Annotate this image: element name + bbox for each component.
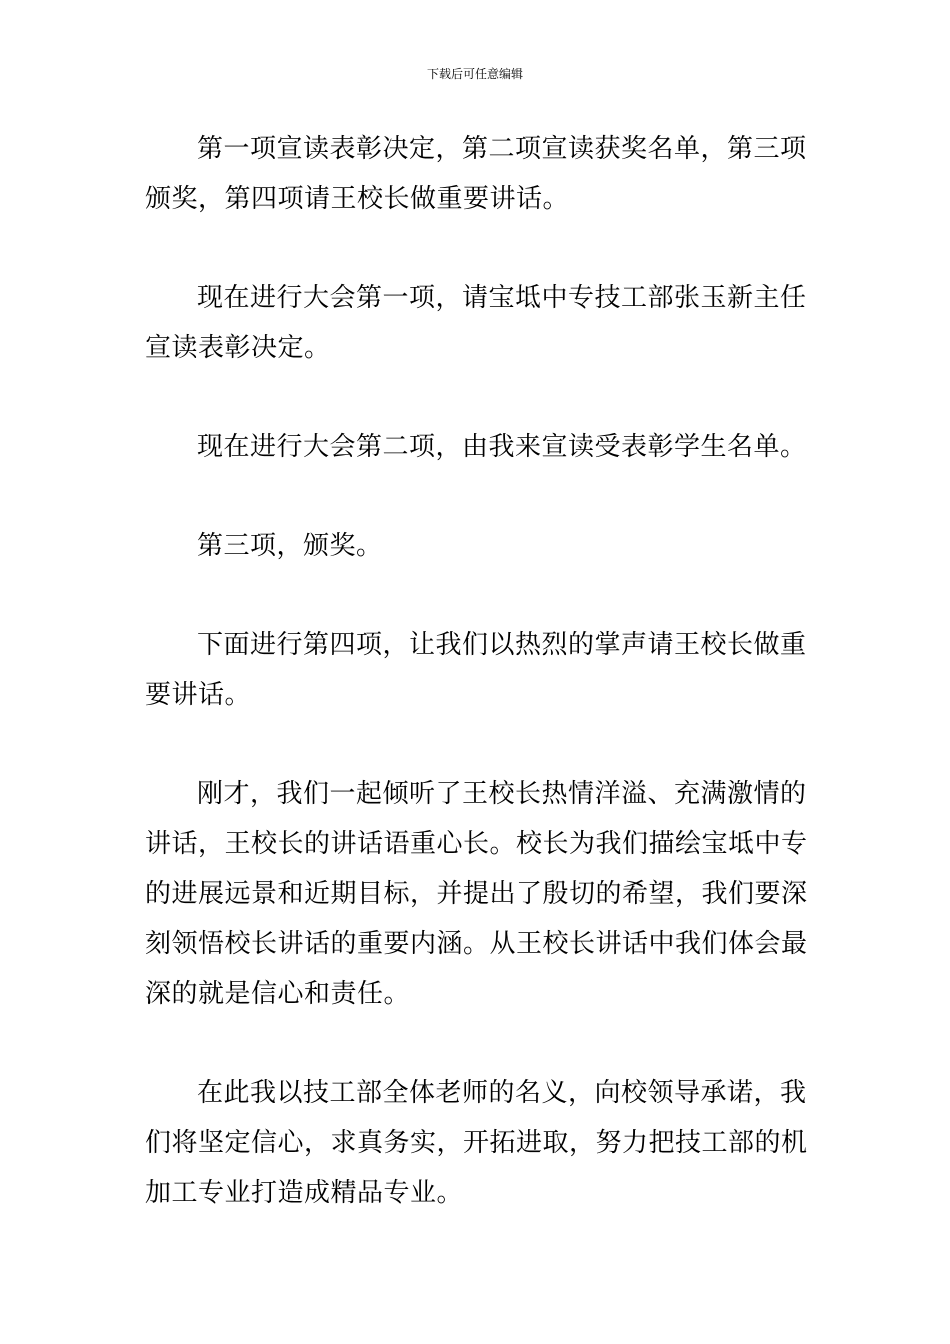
paragraph-pledge: 在此我以技工部全体老师的名义，向校领导承诺，我们将坚定信心，求真务实，开拓进取，努力把技工部的机加工专业打造成精品专业。	[145, 1078, 808, 1208]
page-header: 下载后可任意编辑	[426, 67, 523, 81]
paragraph-summary: 刚才，我们一起倾听了王校长热情洋溢、充满激情的讲话，王校长的讲话语重心长。校长为我们描绘宝坻中专的进展远景和近期目标，并提出了殷切的希望，我们要深刻领悟校长讲话的重要内涵。从王校长讲话中我们体会最深的就是信心和责任。	[145, 779, 808, 1009]
paragraph-agenda: 第一项宣读表彰决定，第二项宣读获奖名单，第三项颁奖，第四项请王校长做重要讲话。	[145, 134, 807, 214]
paragraph-item-one: 现在进行大会第一项，请宝坻中专技工部张玉新主任宣读表彰决定。	[145, 283, 807, 363]
paragraph-item-two: 现在进行大会第二项，由我来宣读受表彰学生名单。	[197, 432, 807, 462]
paragraph-item-three: 第三项，颁奖。	[197, 531, 383, 561]
paragraph-item-four: 下面进行第四项，让我们以热烈的掌声请王校长做重要讲话。	[145, 630, 807, 710]
document-body	[145, 124, 810, 1218]
